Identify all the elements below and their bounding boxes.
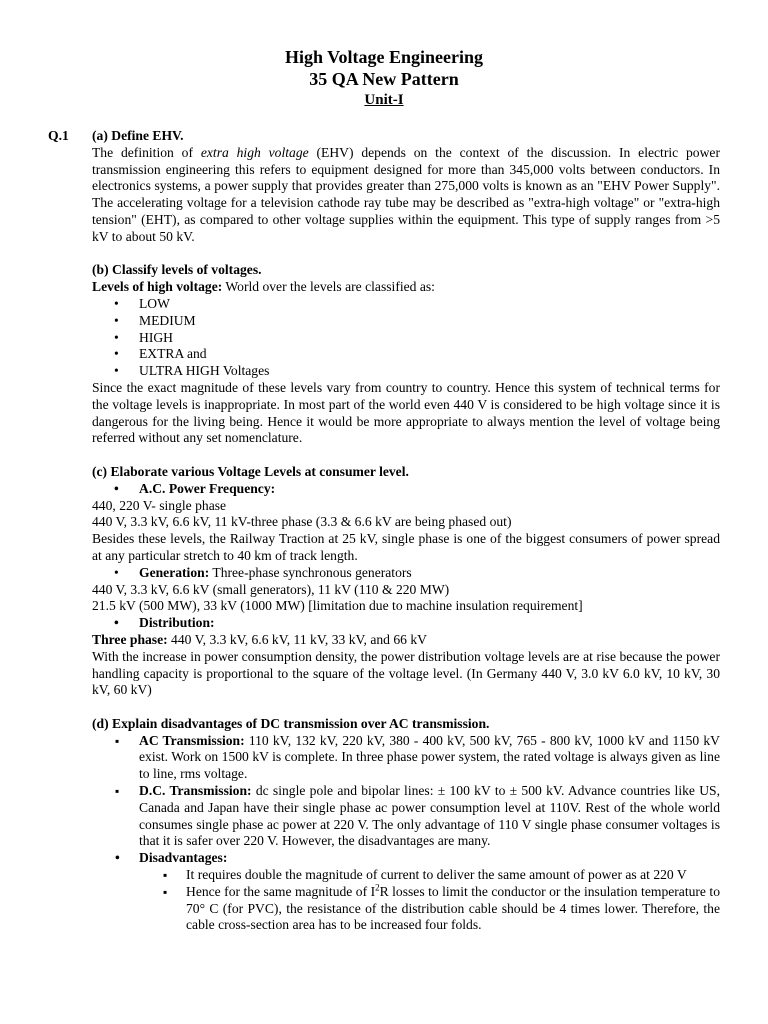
distribution-bullet [92, 615, 720, 632]
transmission-list [92, 733, 720, 851]
part-b-lead-text: World over the levels are classified as: [222, 279, 435, 295]
gen-line-2: 21.5 kV (500 MW), 33 kV (1000 MW) [limitation due to machine insulation requirement] [92, 598, 583, 614]
part-a-text [92, 145, 720, 246]
superscript-2: 2 [375, 882, 380, 893]
generation-bold: Generation: [139, 564, 210, 580]
ac-line-1: 440, 220 V- single phase [92, 497, 227, 513]
question-content [92, 128, 720, 934]
part-b-heading: (b) Classify levels of voltages. [92, 262, 262, 278]
list-item [92, 884, 720, 934]
generation-text: Three-phase synchronous generators [209, 564, 412, 580]
part-a-text-1: The definition of [92, 144, 201, 160]
part-a-text-2: (EHV) depends on the context of the discussion. In electric power transmission engineering this refers to equipment designed for more than 345,000 volts between conductors. In electronics systems, a power supply that provides greater than 275,000 volts is known as an "EHV Power Supply". The accelerating voltage for a television cathode ray tube may be described as "extra-high voltage" or "extra-high tension" (EHT), as compared to other voltage supplies within the equipment. This type of supply ranges from >5 kV to about 50 kV. [92, 144, 720, 244]
part-a-text-em: extra high voltage [200, 144, 309, 160]
part-d-heading: (d) Explain disadvantages of DC transmission over AC transmission. [92, 715, 490, 731]
part-b-lead [92, 279, 720, 296]
ac-frequency-bullet [92, 481, 720, 498]
distribution-para: With the increase in power consumption density, the power distribution voltage levels are at rise because the power handling capacity is proportional to the square of the voltage level. (In Germany 440 V, 3.0 kV 6.0 kV, 10 kV, 30 kV, 60 kV) [92, 648, 720, 698]
disadvantage-2-text-b: R losses to limit the conductor or the insulation temperature to 70° C (for PVC), the resistance of the distribution cable should be 4 times lower. Therefore, the cable cross-section area has to be increased four folds. [186, 883, 721, 933]
list-item: • Distribution: [92, 615, 720, 632]
disadvantage-2-text-a: Hence for the same magnitude of I [186, 883, 376, 899]
three-phase-bold: Three phase: [92, 631, 168, 647]
disadvantages-list [92, 867, 720, 934]
voltage-levels-list [92, 296, 720, 380]
ac-line-2: 440 V, 3.3 kV, 6.6 kV, 11 kV-three phase (3.3 & 6.6 kV are being phased out) [92, 514, 512, 530]
list-item: • EXTRA and [92, 346, 720, 363]
list-item [92, 733, 720, 783]
document-subtitle: 35 QA New Pattern [309, 69, 459, 89]
list-item: • Disadvantages: [92, 850, 720, 867]
gen-line-1: 440 V, 3.3 kV, 6.6 kV (small generators), 11 kV (110 & 220 MW) [92, 581, 450, 597]
three-phase-line [92, 632, 720, 649]
three-phase-text: 440 V, 3.3 kV, 6.6 kV, 11 kV, 33 kV, and 66 kV [167, 631, 427, 647]
ac-para: Besides these levels, the Railway Traction at 25 kV, single phase is one of the biggest consumers of power spread at any particular stretch to 40 km of track length. [92, 531, 720, 563]
part-a-heading: (a) Define EHV. [92, 128, 184, 143]
list-item [92, 783, 720, 850]
dc-transmission-text: dc single pole and bipolar lines: ± 100 kV to ± 500 kV. Advance countries like US, Canada and Japan have their single phase ac power consumption level at 110V. Rest of the whole world consumes single phase ac power at 220 V. The only advantage of 110 V single phase consumer voltages is that it is safer over 220 V. However, the disadvantages are many. [139, 783, 720, 849]
list-item: • LOW [92, 296, 720, 313]
ac-transmission-bold: AC Transmission: [139, 732, 245, 748]
list-item: • A.C. Power Frequency: [92, 481, 720, 498]
unit-heading: Unit-I [364, 92, 404, 108]
list-item: • MEDIUM [92, 313, 720, 330]
part-b-lead-bold: Levels of high voltage: [92, 279, 223, 295]
generation-bullet [92, 565, 720, 582]
ac-transmission-text: 110 kV, 132 kV, 220 kV, 380 - 400 kV, 500 kV, 765 - 800 kV, 1000 kV and 1150 kV exist. Work on 1500 kV is complete. In three phase power system, the rated voltage is always given as line to line, rms voltage. [139, 732, 721, 782]
list-item: ▪ It requires double the magnitude of current to deliver the same amount of power as at 220 V [92, 867, 720, 884]
disadvantages-bullet [92, 850, 720, 867]
question-number: Q.1 [48, 128, 69, 143]
part-c-heading: (c) Elaborate various Voltage Levels at consumer level. [92, 463, 409, 479]
document-title: High Voltage Engineering [284, 47, 484, 67]
list-item: • ULTRA HIGH Voltages [92, 363, 720, 380]
list-item [92, 565, 720, 582]
list-item: • HIGH [92, 330, 720, 347]
dc-transmission-bold: D.C. Transmission: [139, 783, 252, 799]
part-b-para: Since the exact magnitude of these levels vary from country to country. Hence this system of technical terms for the voltage levels is inappropriate. In most part of the world even 440 V is considered to be high voltage since it is dangerous for the living being. Hence it would be more appropriate to always mention the level of voltage being referred without any set nomenclature. [92, 379, 720, 446]
document-header [0, 46, 768, 110]
